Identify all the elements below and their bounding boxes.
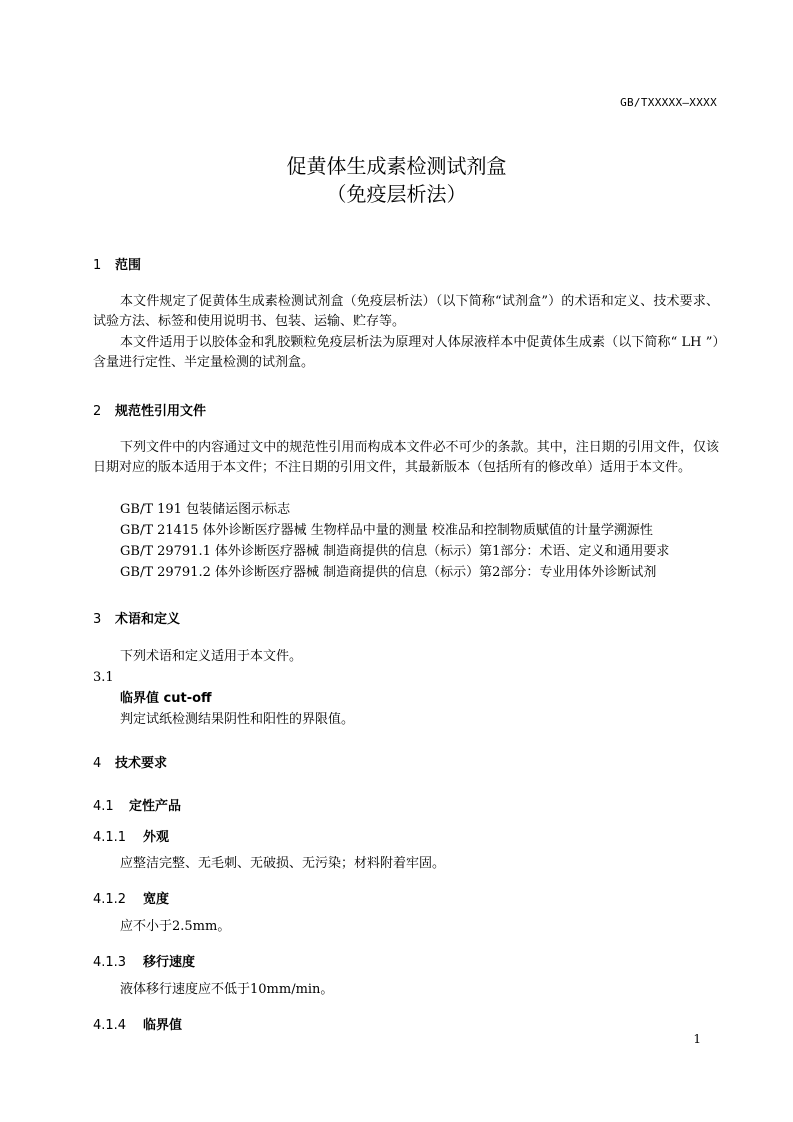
section-4-heading [93, 752, 167, 771]
subsection-4-1-3-heading [93, 951, 195, 970]
scope-paragraph-2: 本文件适用于以胶体金和乳胶颗粒免疫层析法为原理对人体尿液样本中促黄体生成素（以下简称“ LH ”）含量进行定性、半定量检测的试剂盒。 [93, 335, 719, 370]
term-definition: 判定试纸检测结果阴性和阳性的界限值。 [120, 712, 355, 727]
section-number: 1 [93, 258, 102, 273]
section-number: 3 [93, 612, 102, 627]
section-number: 4 [93, 756, 102, 771]
section-title: 范围 [115, 258, 142, 273]
subsection-title: 宽度 [143, 892, 170, 907]
scope-paragraph-1: 本文件规定了促黄体生成素检测试剂盒（免疫层析法）（以下简称“试剂盒”）的术语和定义、技术要求、试验方法、标签和使用说明书、包装、运输、贮存等。 [93, 294, 719, 329]
subsection-title: 外观 [143, 830, 170, 845]
subsection-number: 4.1 [93, 799, 114, 814]
document-code: GB/TXXXXX—XXXX [620, 96, 717, 109]
section-title: 规范性引用文件 [115, 404, 207, 419]
subsection-4-1-2-heading [93, 888, 169, 907]
reference-item: GB/T 21415 体外诊断医疗器械 生物样品中量的测量 校准品和控制物质赋值的计量学溯源性 [120, 523, 653, 538]
references-paragraph: 下列文件中的内容通过文中的规范性引用而构成本文件必不可少的条款。其中，注日期的引用文件，仅该日期对应的版本适用于本文件；不注日期的引用文件，其最新版本（包括所有的修改单）适用于本文件。 [93, 440, 719, 475]
section-title: 技术要求 [115, 756, 168, 771]
document-title: 促黄体生成素检测试剂盒 [286, 154, 507, 178]
subsection-number: 4.1.4 [93, 1018, 127, 1033]
reference-item: GB/T 29791.1 体外诊断医疗器械 制造商提供的信息（标示）第1部分：术语、定义和通用要求 [120, 544, 670, 559]
subsection-number: 4.1.3 [93, 955, 127, 970]
document-subtitle: （免疫层析法） [326, 182, 467, 206]
width-text: 应不小于2.5mm。 [120, 919, 231, 934]
section-3-heading [93, 608, 180, 627]
subsection-4-1-1-heading [93, 826, 169, 845]
term-number: 3.1 [93, 670, 114, 685]
term-name: 临界值 cut-off [120, 691, 212, 706]
migration-speed-text: 液体移行速度应不低于10mm/min。 [120, 982, 334, 997]
appearance-text: 应整洁完整、无毛刺、无破损、无污染；材料附着牢固。 [120, 856, 446, 871]
subsection-number: 4.1.2 [93, 892, 127, 907]
section-title: 术语和定义 [115, 612, 181, 627]
section-number: 2 [93, 404, 102, 419]
subsection-title: 定性产品 [129, 799, 182, 814]
subsection-number: 4.1.1 [93, 830, 127, 845]
page-number: 1 [693, 1032, 701, 1046]
subsection-title: 移行速度 [143, 955, 196, 970]
subsection-4-1-4-heading [93, 1014, 182, 1033]
section-1-heading [93, 254, 141, 273]
section-2-heading [93, 400, 206, 419]
subsection-title: 临界值 [143, 1018, 183, 1033]
terms-intro: 下列术语和定义适用于本文件。 [120, 649, 303, 664]
reference-item: GB/T 191 包装储运图示标志 [120, 502, 291, 517]
subsection-4-1-heading [93, 795, 181, 814]
reference-item: GB/T 29791.2 体外诊断医疗器械 制造商提供的信息（标示）第2部分：专业用体外诊断试剂 [120, 565, 657, 580]
